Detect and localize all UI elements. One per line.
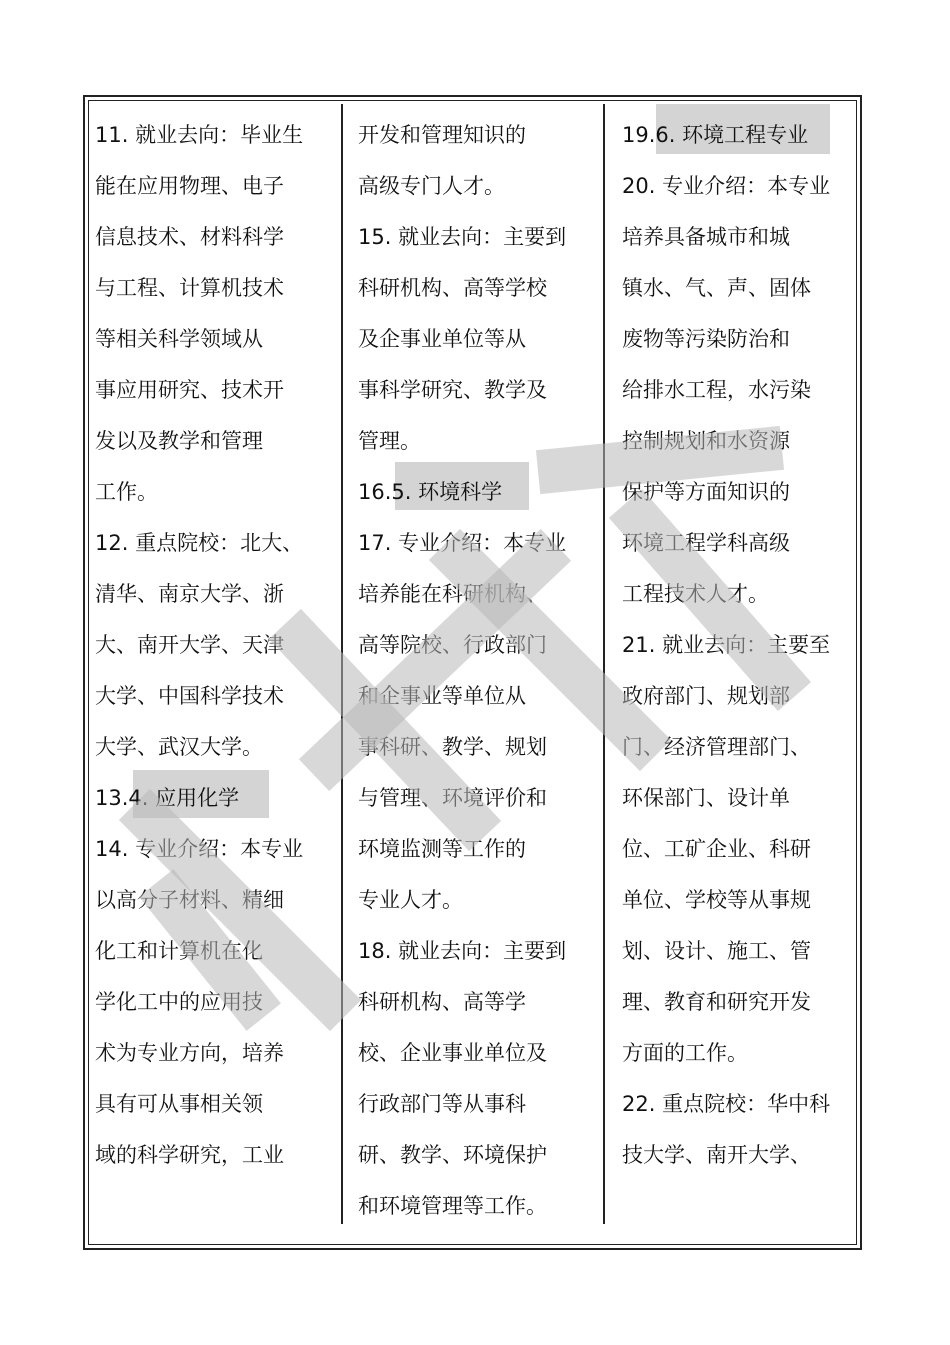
text-line: 具有可从事相关领 <box>95 1092 263 1116</box>
text-line: 划、设计、施工、管 <box>622 939 811 963</box>
text-line: 行政部门等从事科 <box>358 1092 526 1116</box>
text-line: 清华、南京大学、浙 <box>95 582 284 606</box>
text-line: 废物等污染防治和 <box>622 327 790 351</box>
text-line: 发以及教学和管理 <box>95 429 263 453</box>
text-line: 事科研、教学、规划 <box>358 735 547 759</box>
text-line: 专业人才。 <box>358 888 463 912</box>
text-line: 管理。 <box>358 429 421 453</box>
text-line: 20. 专业介绍：本专业 <box>622 174 831 198</box>
text-line: 科研机构、高等学 <box>358 990 526 1014</box>
text-line: 控制规划和水资源 <box>622 429 790 453</box>
text-line: 工作。 <box>95 480 158 504</box>
text-line: 大学、中国科学技术 <box>95 684 284 708</box>
text-line: 培养具备城市和城 <box>622 225 790 249</box>
text-line: 15. 就业去向：主要到 <box>358 225 567 249</box>
text-line: 和环境管理等工作。 <box>358 1194 547 1218</box>
text-line: 信息技术、材料科学 <box>95 225 284 249</box>
text-line: 工程技术人才。 <box>622 582 769 606</box>
section-heading: 16.5. 环境科学 <box>358 480 503 504</box>
text-line: 高等院校、行政部门 <box>358 633 547 657</box>
text-line: 化工和计算机在化 <box>95 939 263 963</box>
text-line: 18. 就业去向：主要到 <box>358 939 567 963</box>
text-line: 学化工中的应用技 <box>95 990 263 1014</box>
text-line: 位、工矿企业、科研 <box>622 837 811 861</box>
text-line: 以高分子材料、精细 <box>95 888 284 912</box>
text-line: 11. 就业去向：毕业生 <box>95 123 304 147</box>
text-line: 单位、学校等从事规 <box>622 888 811 912</box>
text-line: 22. 重点院校：华中科 <box>622 1092 831 1116</box>
text-line: 开发和管理知识的 <box>358 123 526 147</box>
text-line: 镇水、气、声、固体 <box>622 276 811 300</box>
text-line: 域的科学研究，工业 <box>95 1143 284 1167</box>
text-line: 环境工程学科高级 <box>622 531 790 555</box>
text-line: 政府部门、规划部 <box>622 684 790 708</box>
column-divider-2 <box>603 104 605 1224</box>
text-line: 与管理、环境评价和 <box>358 786 547 810</box>
section-heading: 13.4. 应用化学 <box>95 786 240 810</box>
text-line: 培养能在科研机构、 <box>358 582 547 606</box>
text-line: 及企事业单位等从 <box>358 327 526 351</box>
text-line: 与工程、计算机技术 <box>95 276 284 300</box>
text-line: 21. 就业去向：主要至 <box>622 633 831 657</box>
text-line: 技大学、南开大学、 <box>622 1143 811 1167</box>
text-line: 术为专业方向，培养 <box>95 1041 284 1065</box>
text-line: 14. 专业介绍：本专业 <box>95 837 304 861</box>
text-line: 研、教学、环境保护 <box>358 1143 547 1167</box>
text-line: 和企事业等单位从 <box>358 684 526 708</box>
text-column-3 <box>622 110 852 1181</box>
text-line: 环境监测等工作的 <box>358 837 526 861</box>
text-line: 17. 专业介绍：本专业 <box>358 531 567 555</box>
text-line: 等相关科学领域从 <box>95 327 263 351</box>
text-column-1 <box>95 110 335 1181</box>
text-line: 高级专门人才。 <box>358 174 505 198</box>
text-line: 12. 重点院校：北大、 <box>95 531 304 555</box>
text-line: 理、教育和研究开发 <box>622 990 811 1014</box>
text-line: 方面的工作。 <box>622 1041 748 1065</box>
text-line: 门、经济管理部门、 <box>622 735 811 759</box>
text-column-2 <box>358 110 598 1232</box>
text-line: 科研机构、高等学校 <box>358 276 547 300</box>
text-line: 保护等方面知识的 <box>622 480 790 504</box>
text-line: 事科学研究、教学及 <box>358 378 547 402</box>
text-line: 事应用研究、技术开 <box>95 378 284 402</box>
text-line: 给排水工程，水污染 <box>622 378 811 402</box>
text-line: 大、南开大学、天津 <box>95 633 284 657</box>
text-line: 校、企业事业单位及 <box>358 1041 547 1065</box>
section-heading: 19.6. 环境工程专业 <box>622 123 809 147</box>
text-line: 大学、武汉大学。 <box>95 735 263 759</box>
text-line: 环保部门、设计单 <box>622 786 790 810</box>
column-divider-1 <box>341 104 343 1224</box>
text-line: 能在应用物理、电子 <box>95 174 284 198</box>
